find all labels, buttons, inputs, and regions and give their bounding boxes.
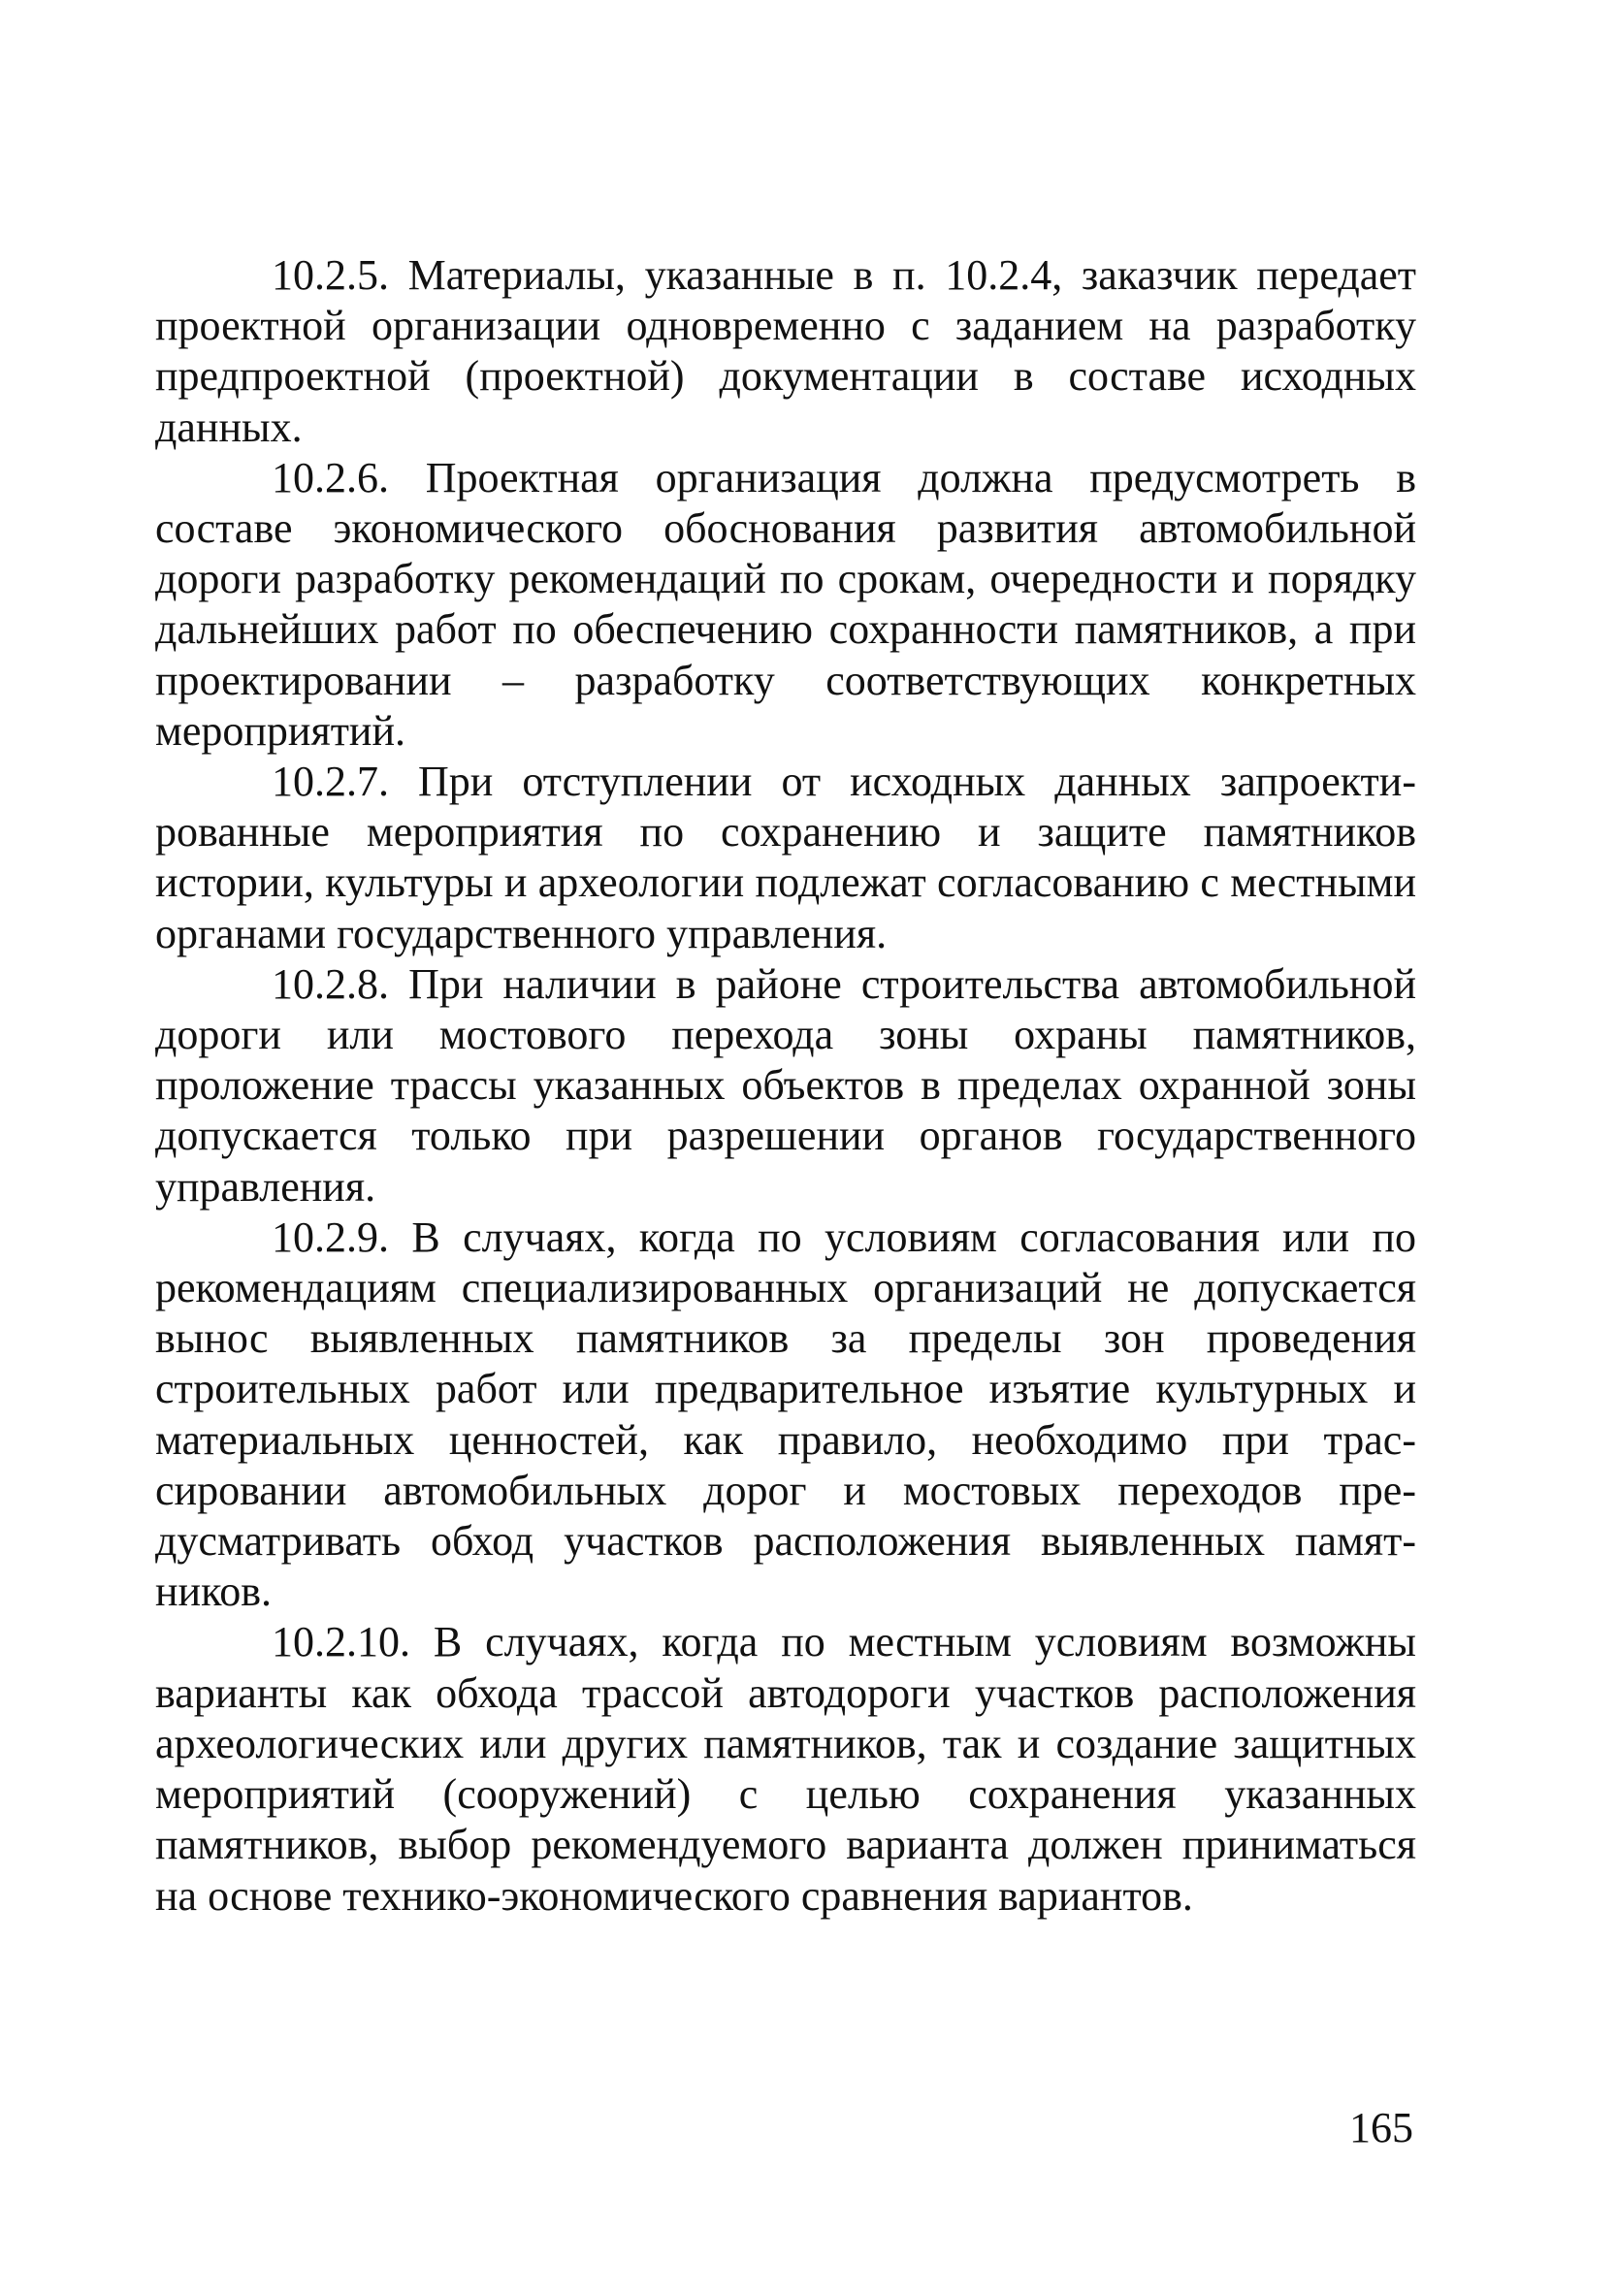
- page-number: 165: [1349, 2104, 1413, 2151]
- paragraph-10-2-6: 10.2.6. Проектная организация должна предусмотреть в составе экономического обоснования развития автомобильной дороги разработку рекомендаций по срокам, очередности и порядку дальнейших работ по обеспечению сохранности памятников, а при проектировании – разработку соответствующих конкретных мероприятий.: [155, 453, 1416, 755]
- paragraph-10-2-9: 10.2.9. В случаях, когда по условиям согласования или по рекомендациям специализированных организаций не допускается вынос выявленных памятников за пределы зон проведения строительных работ или предварительное изъятие культурных и материальных ценностей, как правило, необходимо при трассировании автомобильных дорог и мостовых переходов предусматривать обход участков расположения выявленных памятников.: [155, 1213, 1416, 1616]
- paragraph-10-2-10: 10.2.10. В случаях, когда по местным условиям возможны варианты как обхода трассой автодороги участков расположения археологических или других памятников, так и создание защитных мероприятий (сооружений) с целью сохранения указанных памятников, выбор рекомендуемого варианта должен приниматься на основе технико-экономического сравнения вариантов.: [155, 1618, 1416, 1920]
- body-text: [155, 250, 1416, 1922]
- paragraph-10-2-7: 10.2.7. При отступлении от исходных данных запроектированные мероприятия по сохранению и защите памятников истории, культуры и археологии подлежат согласованию с местными органами государственного управления.: [155, 758, 1416, 957]
- paragraph-10-2-5: 10.2.5. Материалы, указанные в п. 10.2.4, заказчик передает проектной организации одновременно с заданием на разработку предпроектной (проектной) документации в составе исходных данных.: [155, 251, 1416, 451]
- paragraph-10-2-8: 10.2.8. При наличии в районе строительства автомобильной дороги или мостового перехода зоны охраны памятников, проложение трассы указанных объектов в пределах охранной зоны допускается только при разрешении органов государственного управления.: [155, 959, 1416, 1211]
